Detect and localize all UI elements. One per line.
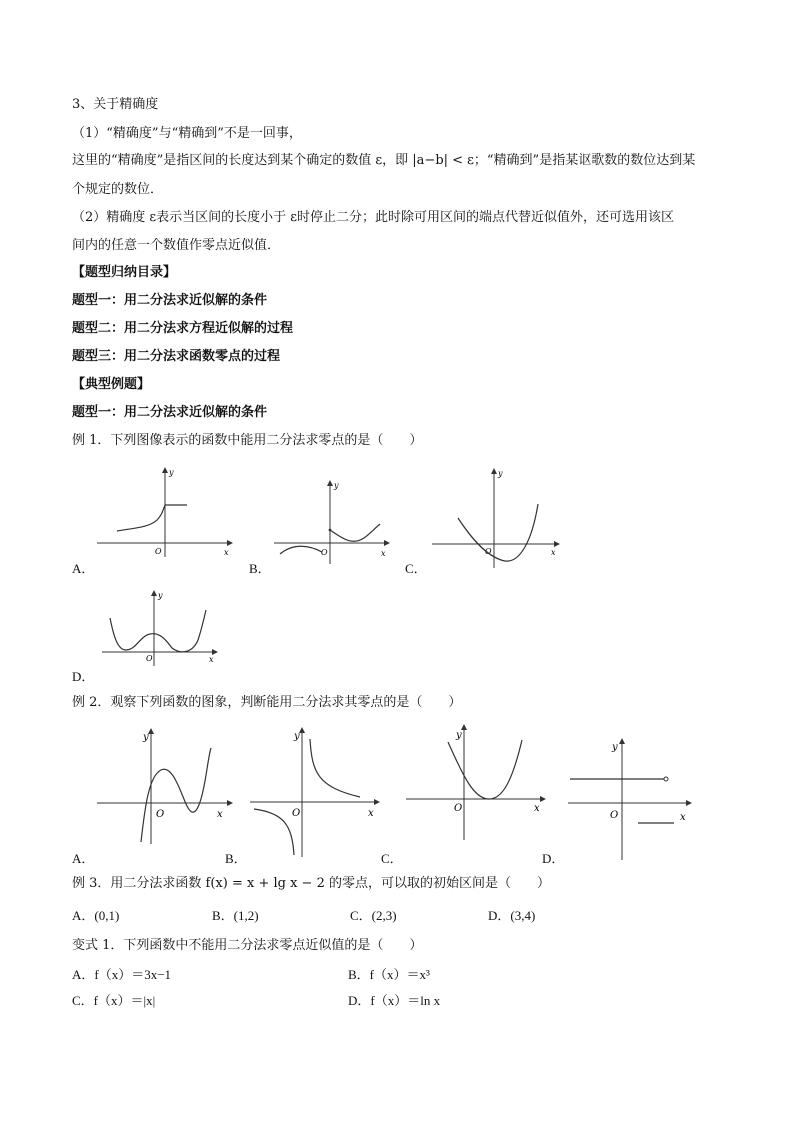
svg-text:x: x: [368, 808, 374, 819]
ex2-graph-a: [95, 726, 235, 846]
ex1-option-d-label: D．: [72, 669, 95, 684]
ex1-graph-a: [95, 465, 235, 560]
svg-text:y: y: [169, 468, 174, 477]
svg-text:O: O: [610, 810, 619, 821]
paragraph-1: （1）“精确度”与“精确到”不是一回事，: [72, 126, 302, 141]
svg-text:x: x: [551, 548, 556, 557]
ex1-graph-d: [100, 588, 220, 668]
ex2-graph-b: [248, 725, 383, 860]
ex1-option-a-label: A．: [72, 561, 95, 576]
examples-heading: 【典型例题】: [72, 377, 151, 392]
ex2-graph-d: [566, 734, 696, 862]
svg-text:O: O: [485, 547, 492, 556]
ex1-graph-b: [272, 478, 392, 568]
ex3-option-c: C．(2,3): [350, 908, 397, 923]
ex1-option-c-label: C．: [405, 561, 427, 576]
svg-text:x: x: [217, 809, 223, 820]
svg-text:y: y: [498, 469, 503, 478]
svg-text:O: O: [155, 547, 162, 556]
ex3-option-b: B．(1,2): [212, 908, 259, 923]
ex2-graph-c: [404, 722, 549, 842]
ex3-option-a: A．(0,1): [72, 908, 120, 923]
section-title: 3、关于精确度: [72, 97, 159, 112]
svg-text:x: x: [534, 803, 540, 814]
catalog-item-2: 题型二：用二分法求方程近似解的过程: [72, 321, 294, 336]
svg-text:y: y: [334, 481, 339, 490]
svg-text:x: x: [224, 548, 229, 557]
svg-text:y: y: [612, 742, 618, 753]
svg-text:x: x: [680, 812, 686, 823]
example-1-question: 例 1．下列图像表示的函数中能用二分法求零点的是（ ）: [72, 433, 423, 448]
ex3-option-d: D．(3,4): [488, 908, 536, 923]
svg-text:O: O: [156, 809, 165, 820]
svg-text:x: x: [209, 655, 214, 664]
ex2-option-a-label: A．: [72, 851, 95, 866]
svg-text:O: O: [146, 654, 153, 663]
ex2-option-d-label: D．: [542, 851, 565, 866]
svg-text:y: y: [456, 730, 462, 741]
paragraph-2: 这里的“精确度”是指区间的长度达到某个确定的数值 ε，即 |a−b| < ε；“精确到”是指某讴歌数的数位达到某: [72, 153, 696, 168]
paragraph-4: （2）精确度 ε表示当区间的长度小于 ε时停止二分；此时除可用区间的端点代替近似值外，还可选用该区: [72, 210, 675, 225]
ex1-option-b-label: B．: [249, 561, 271, 576]
ex2-option-c-label: C．: [381, 851, 403, 866]
ex2-option-b-label: B．: [225, 851, 247, 866]
ex1-graph-c: [430, 466, 560, 571]
paragraph-5: 间内的任意一个数值作零点近似值．: [72, 238, 281, 253]
example-3-question: 例 3．用二分法求函数 f(x) = x + lg x − 2 的零点，可以取的初始区间是（ ）: [72, 876, 550, 891]
catalog-heading: 【题型归纳目录】: [72, 265, 177, 280]
var1-option-d: D．f（x）＝ln x: [348, 993, 441, 1008]
catalog-item-3: 题型三：用二分法求函数零点的过程: [72, 349, 281, 364]
catalog-item-1: 题型一：用二分法求近似解的条件: [72, 293, 268, 308]
svg-text:O: O: [454, 803, 463, 814]
example-2-question: 例 2．观察下列函数的图象，判断能用二分法求其零点的是（ ）: [72, 695, 462, 710]
var1-option-c: C．f（x）＝|x|: [72, 993, 156, 1008]
var1-option-a: A．f（x）＝3x−1: [72, 967, 172, 982]
svg-text:y: y: [294, 731, 300, 742]
svg-text:O: O: [292, 808, 301, 819]
svg-text:y: y: [143, 732, 149, 743]
svg-text:x: x: [381, 549, 386, 558]
variant-1-question: 变式 1．下列函数中不能用二分法求零点近似值的是（ ）: [72, 938, 423, 953]
var1-option-b: B．f（x）＝x³: [348, 967, 430, 982]
svg-text:y: y: [158, 591, 163, 600]
type1-heading: 题型一：用二分法求近似解的条件: [72, 405, 268, 420]
paragraph-3: 个规定的数位．: [72, 182, 164, 197]
svg-text:O: O: [321, 548, 328, 557]
